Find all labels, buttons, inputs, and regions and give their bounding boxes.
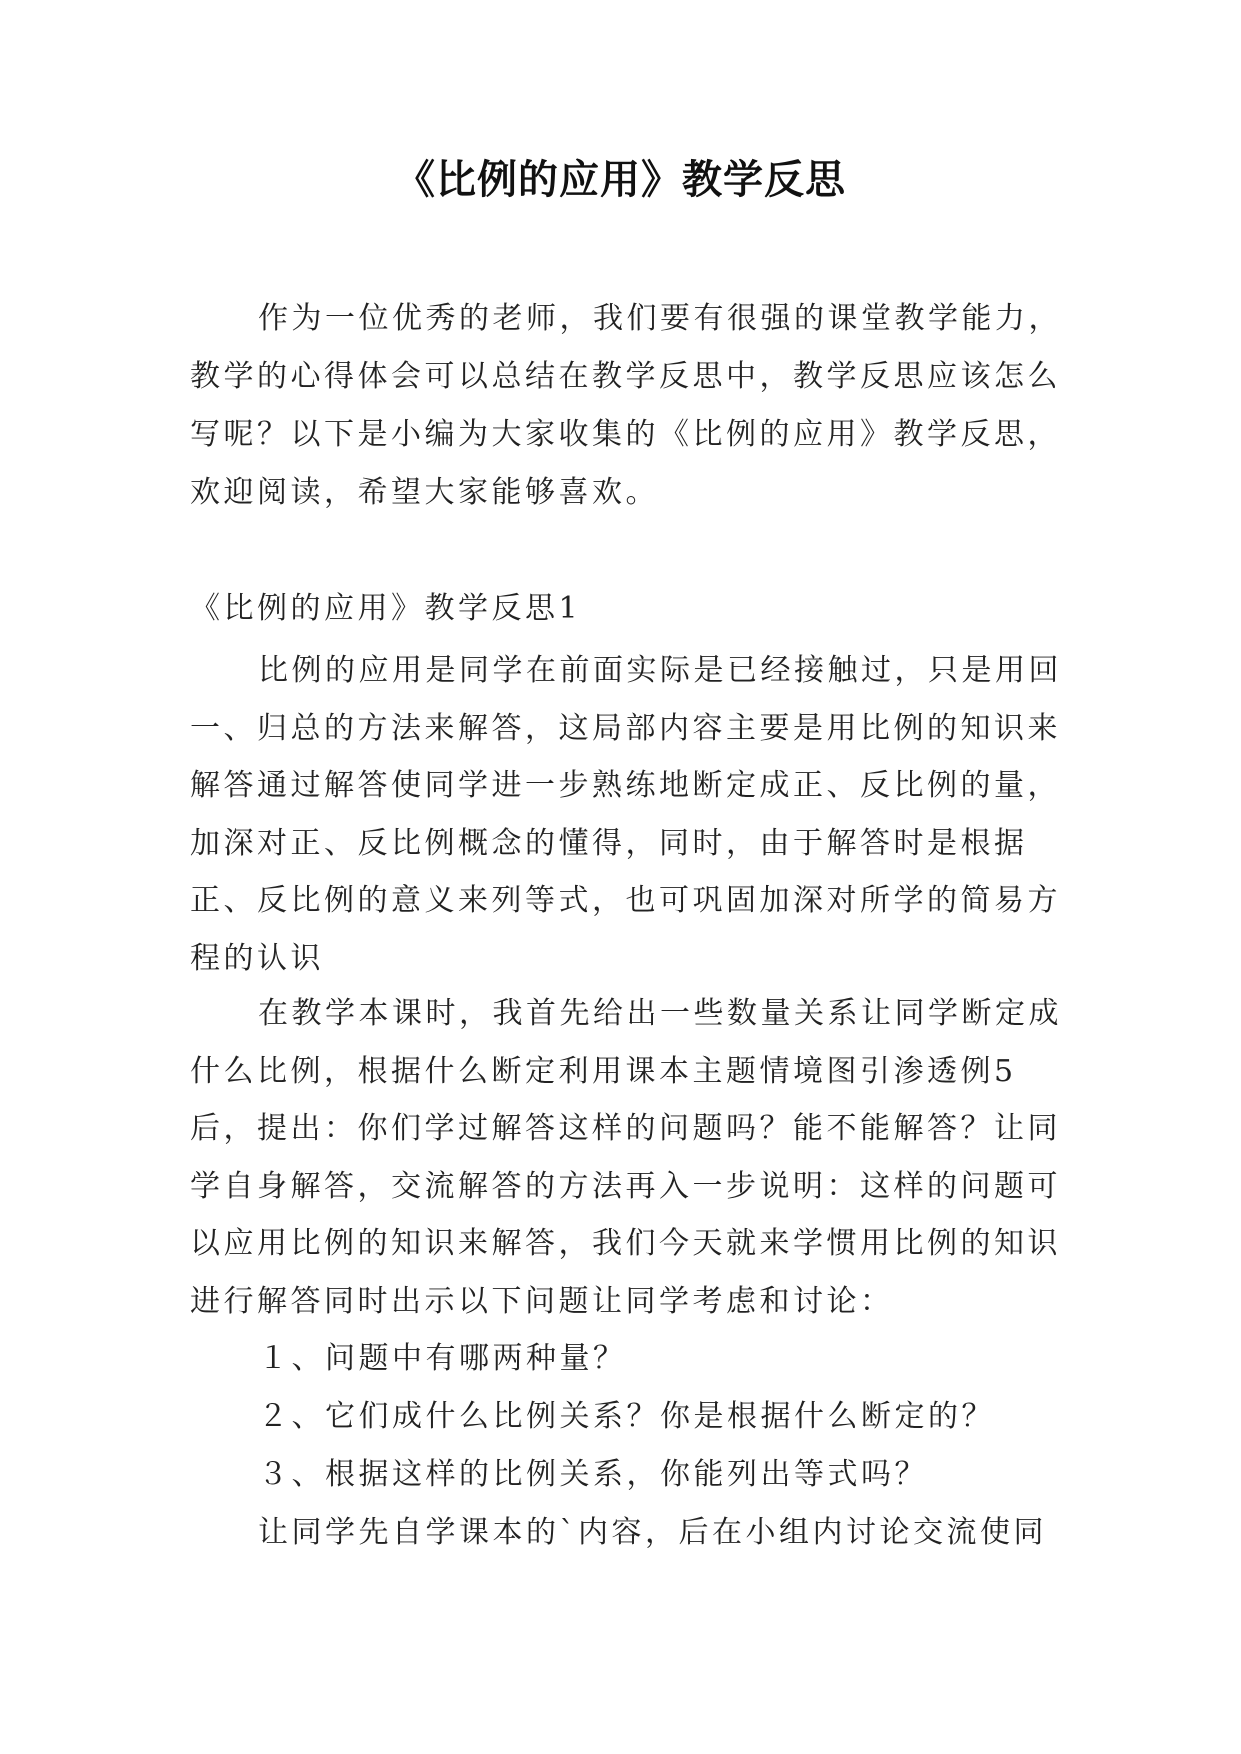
document-title: 《比例的应用》教学反思 (395, 157, 846, 203)
intro-paragraph: 作为一位优秀的老师，我们要有很强的课堂教学能力，教学的心得体会可以总结在教学反思中，教学反思应该怎么写呢？以下是小编为大家收集的《比例的应用》教学反思，欢迎阅读，希望大家能够喜欢。 (190, 301, 1062, 510)
body-paragraph-2: 在教学本课时，我首先给出一些数量关系让同学断定成什么比例，根据什么断定利用课本主题情境图引渗透例5后，提出：你们学过解答这样的问题吗？能不能解答？让同学自身解答，交流解答的方法再入一步说明：这样的问题可以应用比例的知识来解答，我们今天就来学惯用比例的知识进行解答同时出示以下问题让同学考虑和讨论： (190, 996, 1062, 1319)
body-paragraph-1: 比例的应用是同学在前面实际是已经接触过，只是用回一、归总的方法来解答，这局部内容主要是用比例的知识来解答通过解答使同学进一步熟练地断定成正、反比例的量，加深对正、反比例概念的懂得，同时，由于解答时是根据正、反比例的意义来列等式，也可巩固加深对所学的简易方程的认识 (190, 653, 1062, 976)
question-item: １、问题中有哪两种量？ (258, 1341, 627, 1376)
question-list (258, 1330, 1078, 1504)
body-paragraph-3: 让同学先自学课本的`内容，后在小组内讨论交流使同 (258, 1515, 1047, 1550)
question-item: ２、它们成什么比例关系？你是根据什么断定的？ (258, 1399, 995, 1434)
question-item: ３、根据这样的比例关系，你能列出等式吗？ (258, 1457, 928, 1492)
section-heading: 《比例的应用》教学反思1 (190, 591, 582, 626)
